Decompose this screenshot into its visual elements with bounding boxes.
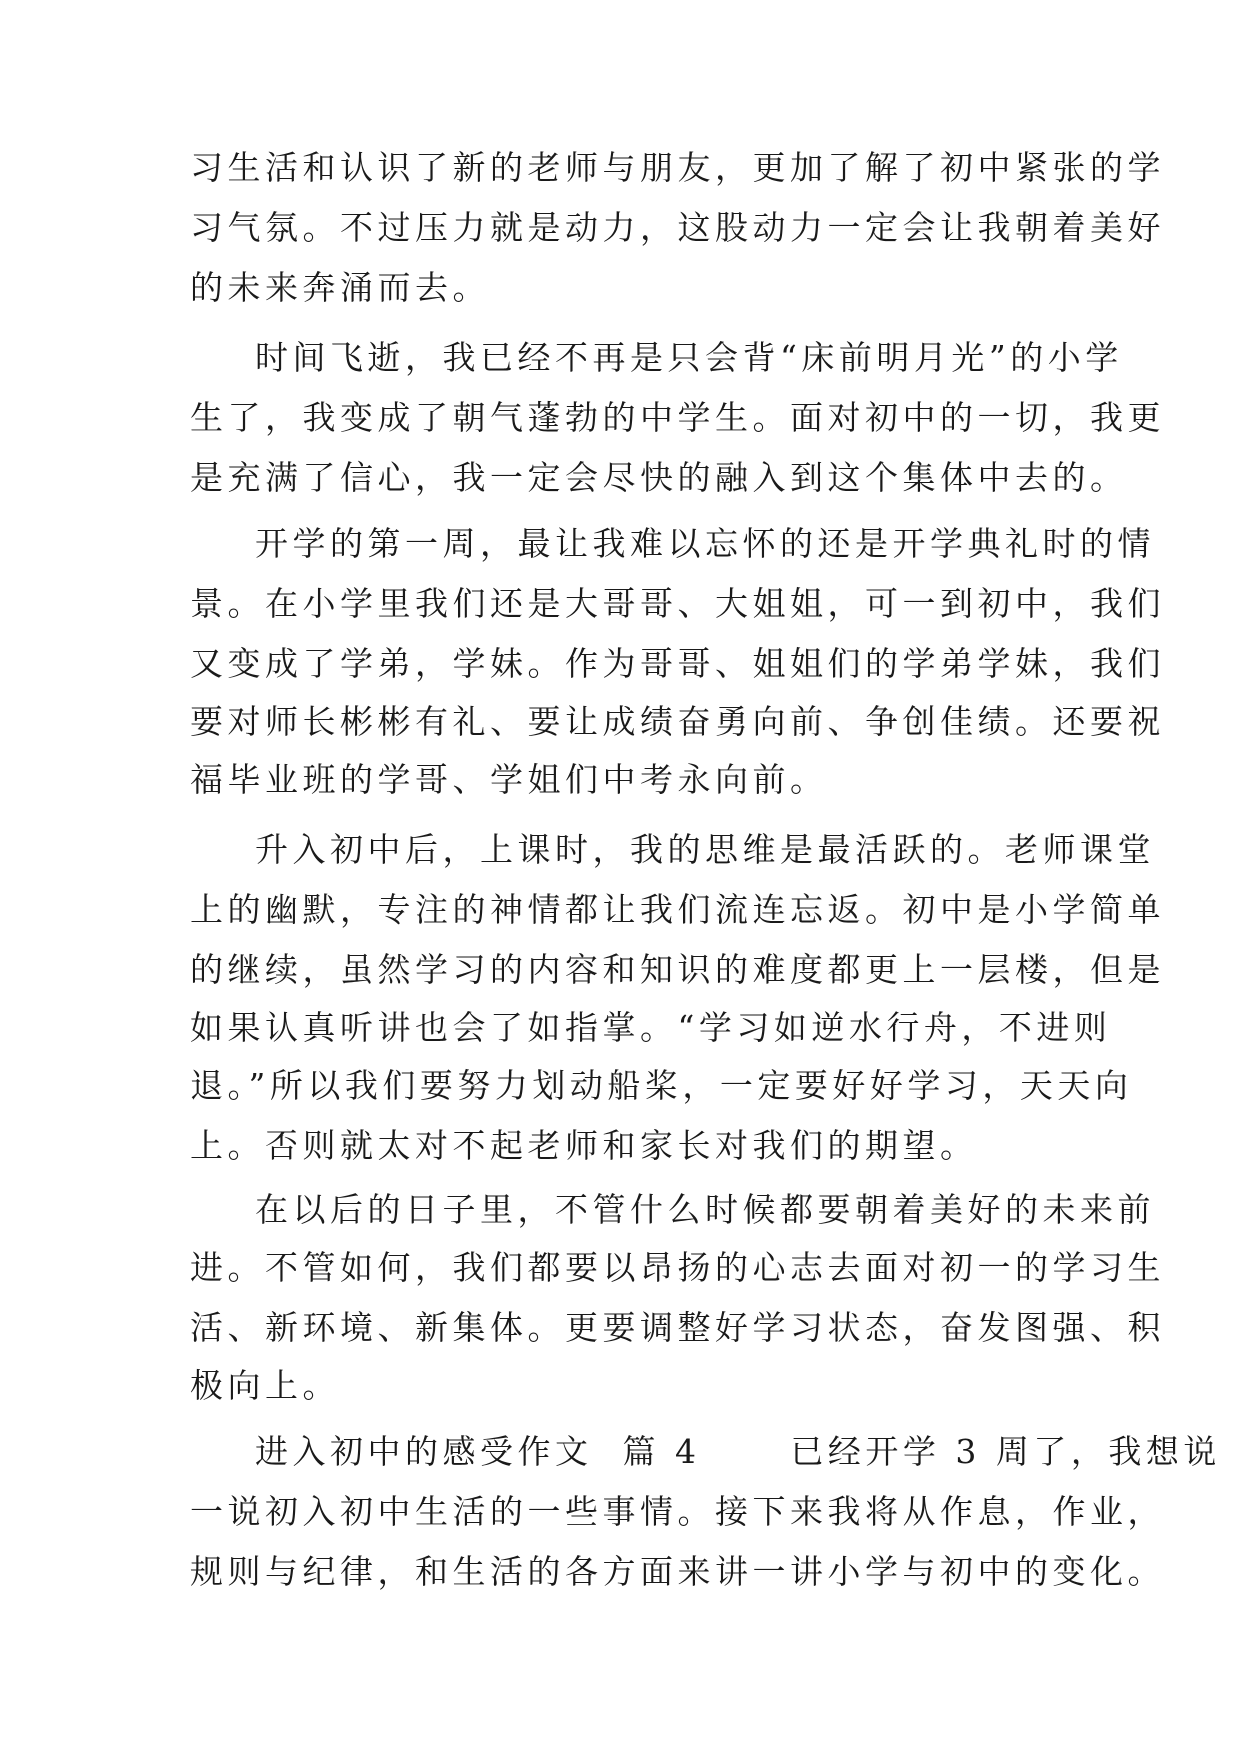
- paragraph-start: 时间飞逝，我已经不再是只会背“床前明月光”的小学: [255, 338, 1123, 377]
- text-line: 习生活和认识了新的老师与朋友，更加了解了初中紧张的学: [190, 148, 1165, 187]
- text-line: 如果认真听讲也会了如指掌。“学习如逆水行舟，不进则: [190, 1008, 1112, 1047]
- text-line: 生了，我变成了朝气蓬勃的中学生。面对初中的一切，我更: [190, 398, 1165, 437]
- text-line: 一说初入初中生活的一些事情。接下来我将从作息，作业，: [190, 1492, 1165, 1531]
- paragraph-start: 开学的第一周，最让我难以忘怀的还是开学典礼时的情: [255, 524, 1155, 563]
- paragraph-start: 升入初中后，上课时，我的思维是最活跃的。老师课堂: [255, 830, 1155, 869]
- paragraph-start: 进入初中的感受作文 篇 4 已经开学 3 周了，我想说: [255, 1432, 1221, 1471]
- text-line: 活、新环境、新集体。更要调整好学习状态，奋发图强、积: [190, 1308, 1165, 1347]
- text-line: 景。在小学里我们还是大哥哥、大姐姐，可一到初中，我们: [190, 584, 1165, 623]
- text-line: 又变成了学弟，学妹。作为哥哥、姐姐们的学弟学妹，我们: [190, 644, 1165, 683]
- text-line: 是充满了信心，我一定会尽快的融入到这个集体中去的。: [190, 458, 1128, 497]
- text-line: 福毕业班的学哥、学姐们中考永向前。: [190, 760, 828, 799]
- text-line: 进。不管如何，我们都要以昂扬的心志去面对初一的学习生: [190, 1248, 1165, 1287]
- text-line: 规则与纪律，和生活的各方面来讲一讲小学与初中的变化。: [190, 1552, 1165, 1591]
- paragraph-start: 在以后的日子里，不管什么时候都要朝着美好的未来前: [255, 1190, 1155, 1229]
- text-line: 极向上。: [190, 1366, 340, 1405]
- text-line: 习气氛。不过压力就是动力，这股动力一定会让我朝着美好: [190, 208, 1165, 247]
- text-line: 要对师长彬彬有礼、要让成绩奋勇向前、争创佳绩。还要祝: [190, 702, 1165, 741]
- text-line: 的继续，虽然学习的内容和知识的难度都更上一层楼，但是: [190, 950, 1165, 989]
- text-line: 上的幽默，专注的神情都让我们流连忘返。初中是小学简单: [190, 890, 1165, 929]
- text-line: 上。否则就太对不起老师和家长对我们的期望。: [190, 1126, 978, 1165]
- text-line: 的未来奔涌而去。: [190, 268, 490, 307]
- text-line: 退。”所以我们要努力划动船桨，一定要好好学习，天天向: [190, 1066, 1133, 1105]
